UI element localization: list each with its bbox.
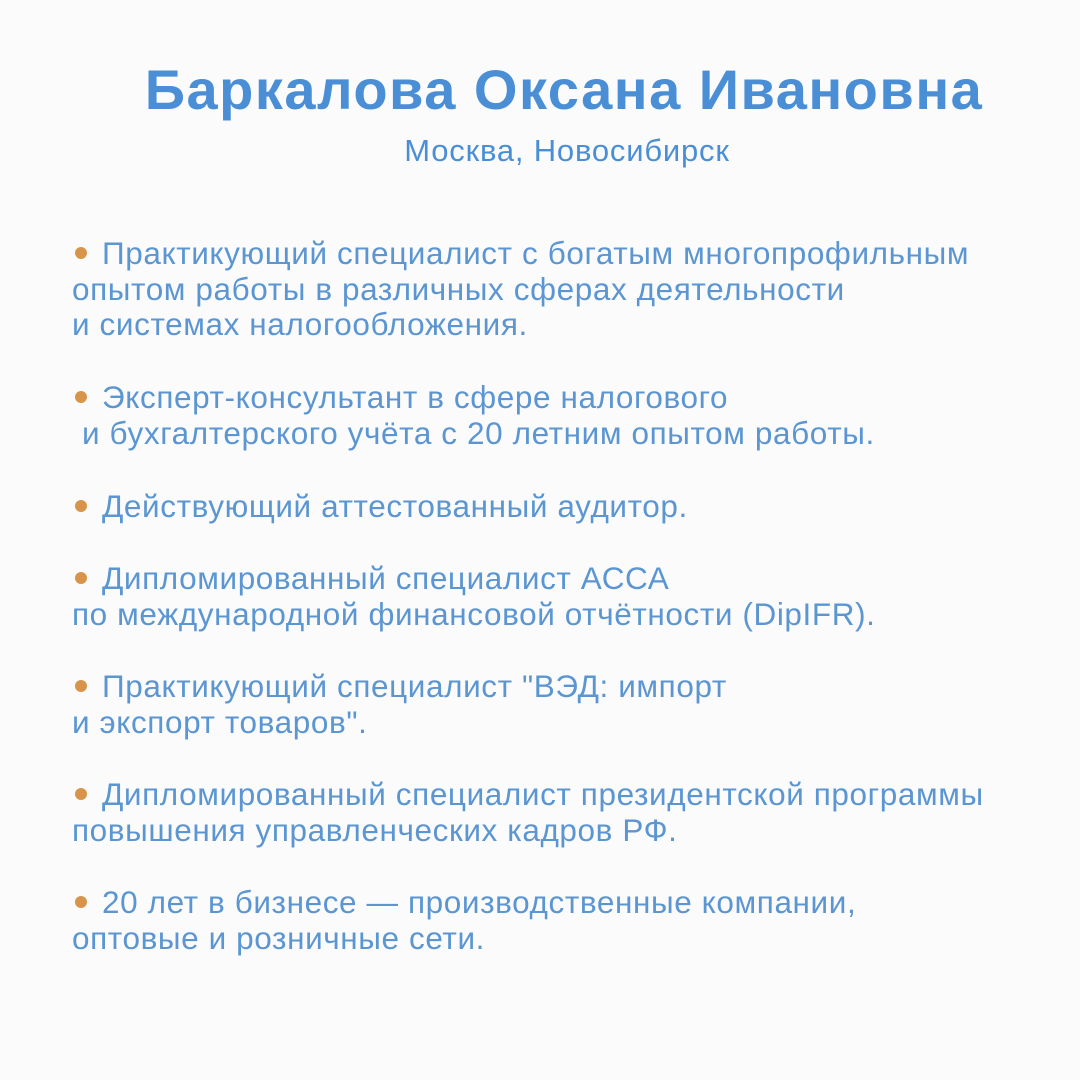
bullet-dot-icon bbox=[75, 680, 87, 692]
bullet-dot-icon bbox=[75, 788, 87, 800]
bio-item-3 bbox=[72, 489, 688, 525]
bio-item-4-line-1: Дипломированный специалист АССА bbox=[72, 561, 876, 597]
bullet-dot-icon bbox=[75, 500, 87, 512]
bio-item-5 bbox=[72, 669, 727, 740]
bullet-dot-icon bbox=[75, 572, 87, 584]
bio-item-7-line-2: оптовые и розничные сети. bbox=[72, 919, 485, 956]
person-cities: Москва, Новосибирск bbox=[404, 133, 730, 168]
bio-item-1-line-3: и системах налогообложения. bbox=[72, 306, 528, 342]
bio-item-2-line-1: Эксперт-консультант в сфере налогового bbox=[72, 380, 875, 416]
bio-item-6-line-2: повышения управленческих кадров РФ. bbox=[72, 811, 678, 848]
bio-item-7 bbox=[72, 885, 856, 956]
bio-item-5-line-2: и экспорт товаров". bbox=[72, 703, 368, 740]
bio-item-4-line-2: по международной финансовой отчётности (DipIFR). bbox=[72, 595, 876, 632]
bio-item-3-line-1: Действующий аттестованный аудитор. bbox=[72, 489, 688, 525]
bullet-dot-icon bbox=[75, 896, 87, 908]
bio-item-6-line-1: Дипломированный специалист президентской программы bbox=[72, 777, 984, 813]
bio-item-7-line-1: 20 лет в бизнесе — производственные компании, bbox=[72, 885, 856, 921]
bio-item-1-line-2: опытом работы в различных сферах деятельности bbox=[72, 270, 845, 307]
bio-item-6 bbox=[72, 777, 984, 848]
person-name: Баркалова Оксана Ивановна bbox=[144, 58, 984, 121]
bio-item-1 bbox=[72, 236, 969, 343]
bio-item-5-line-1: Практикующий специалист "ВЭД: импорт bbox=[72, 669, 727, 705]
bio-item-1-line-1: Практикующий специалист с богатым многопрофильным bbox=[72, 236, 969, 272]
bio-item-4 bbox=[72, 561, 876, 632]
bullet-dot-icon bbox=[75, 391, 87, 403]
bio-item-2 bbox=[72, 380, 875, 451]
bullet-dot-icon bbox=[75, 247, 87, 259]
bio-item-2-line-2: и бухгалтерского учёта с 20 летним опытом работы. bbox=[82, 414, 875, 451]
